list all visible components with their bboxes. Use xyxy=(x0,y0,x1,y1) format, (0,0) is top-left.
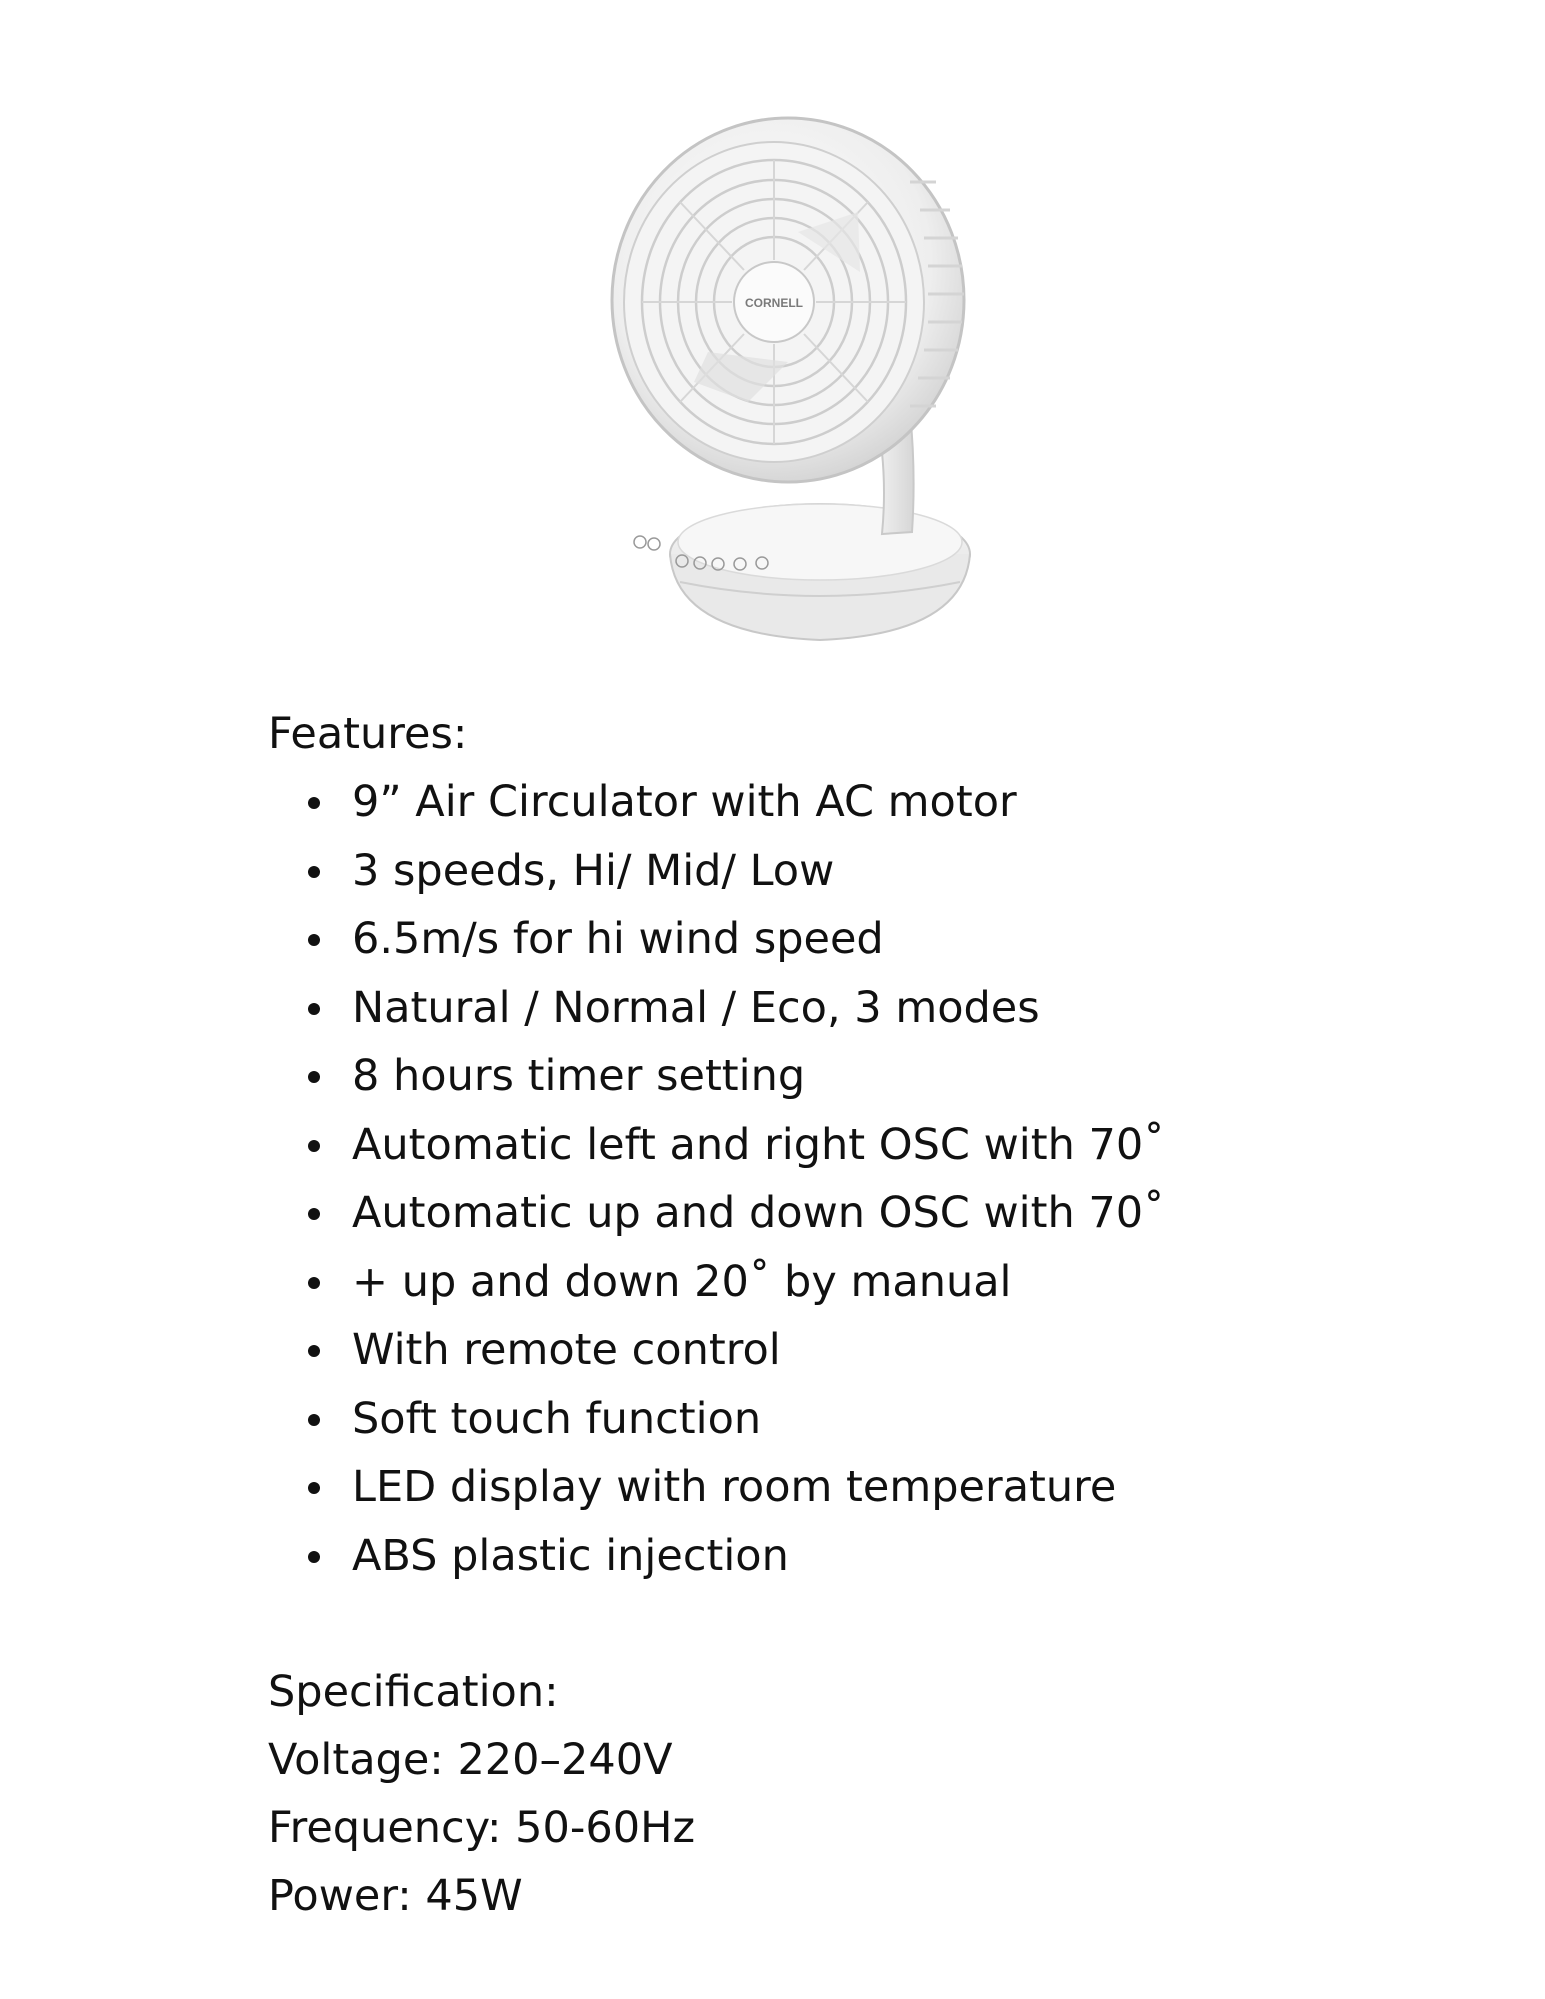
list-item xyxy=(268,1522,1448,1591)
feature-text: 3 speeds, Hi/ Mid/ Low xyxy=(352,845,835,896)
bullet-icon xyxy=(308,797,320,809)
feature-text: 6.5m/s for hi wind speed xyxy=(352,914,884,964)
bullet-icon xyxy=(308,866,320,878)
bullet-icon xyxy=(308,1277,320,1289)
feature-text: Natural / Normal / Eco, 3 modes xyxy=(352,982,1040,1033)
bullet-icon xyxy=(308,1482,320,1494)
list-item xyxy=(268,768,1448,837)
list-item xyxy=(268,1316,1448,1385)
power-spec: Power: 45W xyxy=(268,1871,523,1921)
fan-base xyxy=(670,504,970,640)
list-item xyxy=(268,1453,1448,1522)
brand-logo: CORNELL xyxy=(745,296,803,310)
feature-text: 8 hours timer setting xyxy=(352,1051,806,1101)
feature-text: Automatic left and right OSC with 70˚ xyxy=(352,1119,1165,1170)
list-item xyxy=(268,837,1448,906)
voltage-spec: Voltage: 220–240V xyxy=(268,1735,673,1785)
bullet-icon xyxy=(308,1140,320,1152)
bullet-icon xyxy=(308,1551,320,1563)
feature-text: 9” Air Circulator with AC motor xyxy=(352,777,1017,827)
list-item xyxy=(268,1179,1448,1248)
list-item xyxy=(268,974,1448,1043)
specification-block xyxy=(268,1658,1448,1930)
bullet-icon xyxy=(308,1003,320,1015)
list-item xyxy=(268,1042,1448,1111)
feature-text: Automatic up and down OSC with 70˚ xyxy=(352,1188,1165,1238)
feature-text: With remote control xyxy=(352,1325,781,1375)
list-item xyxy=(268,1248,1448,1317)
fan-head xyxy=(612,118,964,482)
fan-icon xyxy=(598,112,1040,662)
features-heading: Features: xyxy=(268,709,468,759)
features-list xyxy=(268,768,1448,1590)
bullet-icon xyxy=(308,1208,320,1220)
feature-text: Soft touch function xyxy=(352,1393,762,1444)
list-item xyxy=(268,1385,1448,1454)
feature-text: ABS plastic injection xyxy=(352,1530,789,1581)
specification-heading: Specification: xyxy=(268,1667,559,1717)
bullet-icon xyxy=(308,1071,320,1083)
product-description xyxy=(268,700,1448,1930)
bullet-icon xyxy=(308,934,320,946)
frequency-spec: Frequency: 50-60Hz xyxy=(268,1803,696,1853)
bullet-icon xyxy=(308,1345,320,1357)
feature-text: LED display with room temperature xyxy=(352,1462,1117,1512)
list-item xyxy=(268,1111,1448,1180)
list-item xyxy=(268,905,1448,974)
bullet-icon xyxy=(308,1414,320,1426)
feature-text: + up and down 20˚ by manual xyxy=(352,1256,1012,1307)
